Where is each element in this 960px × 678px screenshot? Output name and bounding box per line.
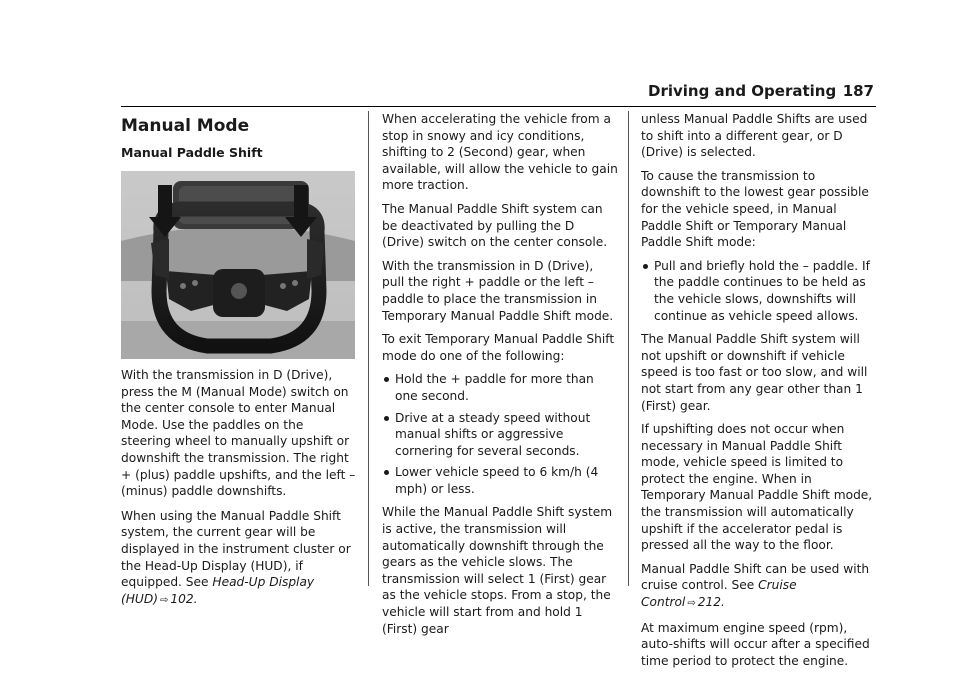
paragraph: At maximum engine speed (rpm), auto-shifts will occur after a specified time period to protect the engine. bbox=[641, 620, 870, 668]
paragraph: Manual Paddle Shift can be used with cruise control. See Cruise Control ⇨ 212. bbox=[641, 561, 870, 610]
column-2 bbox=[382, 111, 618, 644]
paragraph: While the Manual Paddle Shift system is active, the transmission will automatically downshift through the gears as the vehicle slows. The transmission will select 1 (First) gear as the vehicle stops. From a stop, the vehicle will start from and hold 1 (First) gear bbox=[382, 505, 613, 636]
paragraph: unless Manual Paddle Shifts are used to shift into a different gear, or D (Drive) is selected. bbox=[641, 112, 868, 160]
list-item: Lower vehicle speed to 6 km/h (4 mph) or less. bbox=[382, 464, 618, 497]
steering-wheel-illustration bbox=[121, 171, 355, 359]
section-title: Driving and Operating bbox=[648, 82, 837, 100]
paragraph: When accelerating the vehicle from a stop in snowy and icy conditions, shifting to 2 (Second) gear, when available, will allow the vehicle to gain more traction. bbox=[382, 112, 618, 193]
page-header bbox=[648, 82, 874, 100]
page-ref-arrow-icon: ⇨ bbox=[159, 594, 169, 606]
paragraph: When using the Manual Paddle Shift system, the current gear will be displayed in the instrument cluster or the Head-Up Display (HUD), if equipped. See Head-Up Display (HUD) ⇨ 102. bbox=[121, 508, 351, 606]
paragraph: The Manual Paddle Shift system can be deactivated by pulling the D (Drive) switch on the center console. bbox=[382, 201, 608, 250]
paragraph: To exit Temporary Manual Paddle Shift mode do one of the following: bbox=[382, 332, 615, 363]
paragraph: The Manual Paddle Shift system will not upshift or downshift if vehicle speed is too fast or too slow, and will not start from any gear other than 1 (First) gear. bbox=[641, 332, 868, 413]
subsection-heading: Manual Paddle Shift bbox=[121, 145, 263, 160]
page-ref-arrow-icon: ⇨ bbox=[687, 598, 696, 610]
paragraph: If upshifting does not occur when necessary in Manual Paddle Shift mode, vehicle speed is limited to protect the engine. When in Temporary Manual Paddle Shift mode, the transmission will automatically upshift if the accelerator pedal is pressed all the way to the floor. bbox=[641, 422, 873, 553]
cruise-control-reference-link[interactable]: Cruise Control bbox=[641, 578, 797, 610]
paragraph: With the transmission in D (Drive), press the M (Manual Mode) switch on the center console to enter Manual Mode. Use the paddles on the steering wheel to manually upshift or downshift the transmission. The right + (plus) paddle upshifts, and the left – (minus) paddle downshifts. bbox=[121, 368, 356, 499]
header-rule bbox=[121, 106, 876, 107]
bullet-list bbox=[641, 258, 877, 324]
list-item: Pull and briefly hold the – paddle. If the paddle continues to be held as the vehicle slows, downshifts will continue as vehicle speed allows. bbox=[641, 258, 877, 324]
bullet-list bbox=[382, 371, 618, 497]
paragraph: With the transmission in D (Drive), pull the right + paddle or the left – paddle to place the transmission in Temporary Manual Paddle Shift mode. bbox=[382, 258, 614, 323]
column-divider bbox=[628, 111, 629, 586]
page-reference[interactable]: 102. bbox=[170, 591, 198, 606]
section-heading: Manual Mode bbox=[121, 116, 250, 136]
page-reference[interactable]: 212. bbox=[697, 595, 725, 610]
column-1 bbox=[121, 111, 356, 617]
list-item: Drive at a steady speed without manual shifts or aggressive cornering for several seconds. bbox=[382, 410, 618, 460]
hud-reference-link[interactable]: Head-Up Display (HUD) bbox=[121, 575, 315, 606]
paragraph: To cause the transmission to downshift to the lowest gear possible for the vehicle speed, in Manual Paddle Shift or Temporary Manual Paddle Shift mode: bbox=[641, 168, 869, 250]
list-item: Hold the + paddle for more than one second. bbox=[382, 371, 618, 404]
column-3 bbox=[641, 111, 877, 676]
column-divider bbox=[368, 111, 369, 586]
page-number: 187 bbox=[842, 82, 874, 100]
